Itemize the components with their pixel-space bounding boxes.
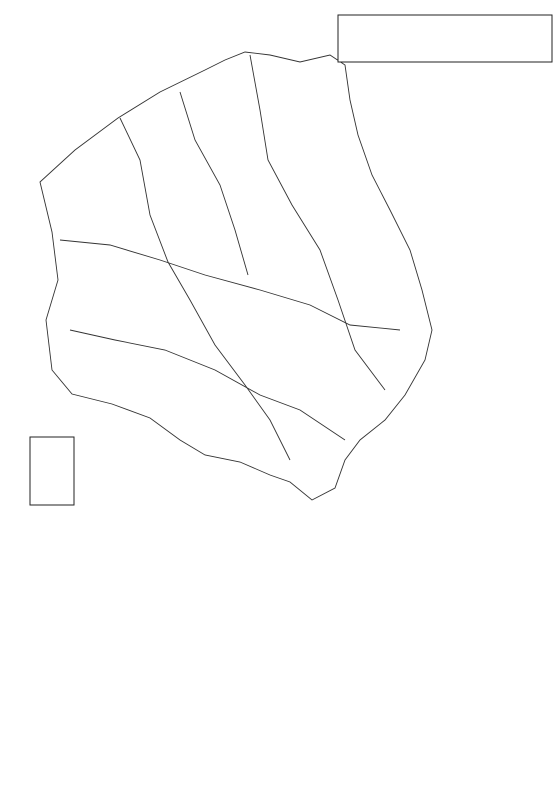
questionnaire-text	[8, 540, 550, 546]
inner-boundary-5	[180, 92, 248, 275]
region-boundaries	[40, 52, 432, 500]
inner-boundary-2	[250, 55, 385, 390]
inner-boundary-3	[60, 240, 400, 330]
inner-boundary-4	[70, 330, 345, 440]
poland-border	[40, 52, 432, 500]
map-title-box	[338, 15, 552, 62]
legend-box	[30, 437, 74, 505]
inner-boundary-1	[120, 118, 290, 460]
